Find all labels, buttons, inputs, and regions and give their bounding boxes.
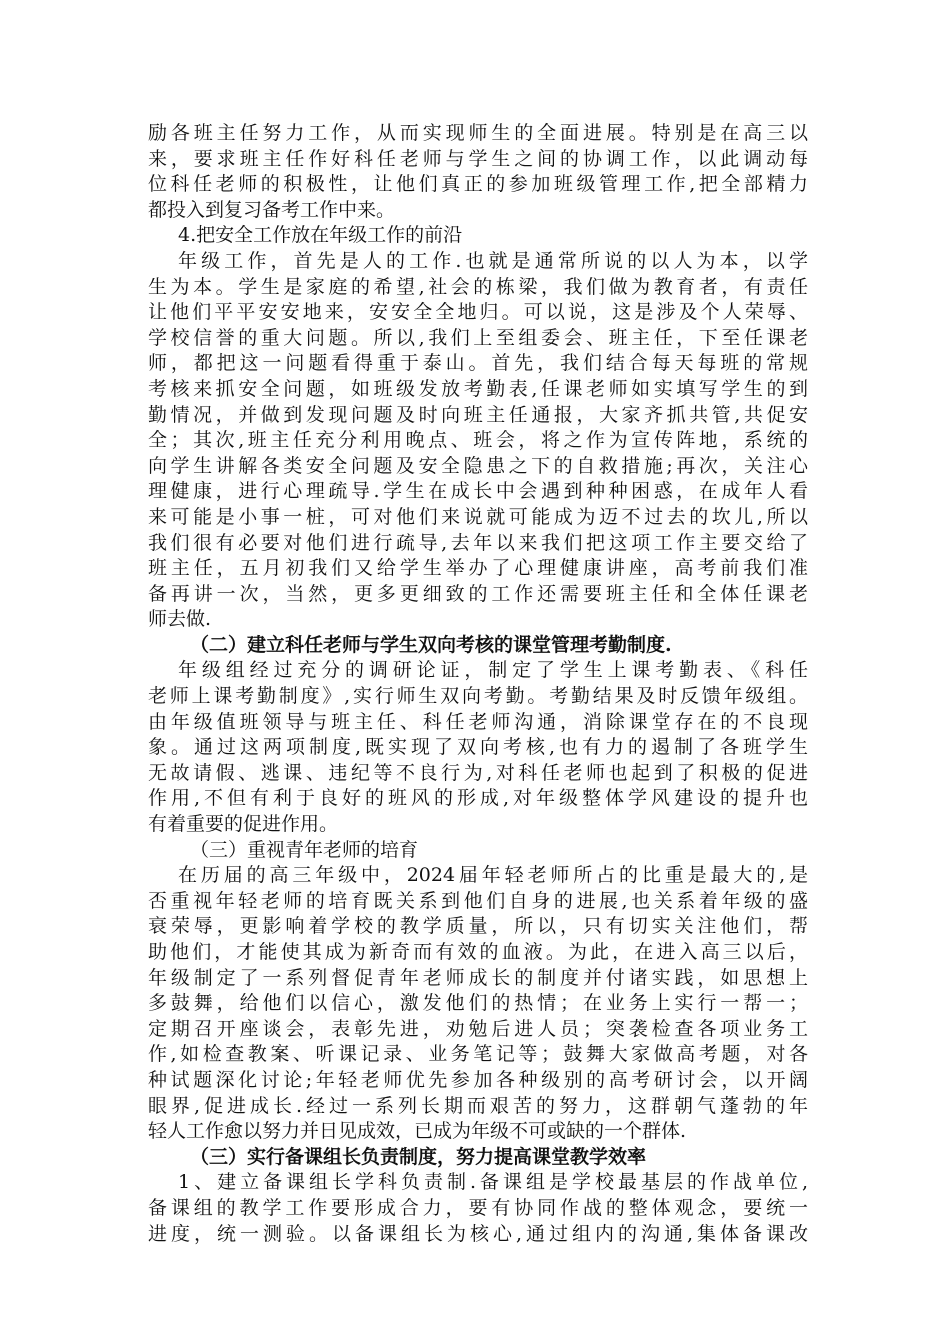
paragraph-line: 作,如检查教案、听课记录、业务笔记等；鼓舞大家做高考题，对各 — [148, 1043, 808, 1066]
paragraph-line: 进度，统一测验。以备课组长为核心,通过组内的沟通,集体备课改 — [148, 1222, 808, 1245]
paragraph-line: 备课组的教学工作要形成合力，要有协同作战的整体观念，要统一 — [148, 1196, 808, 1219]
paragraph-line: 轻人工作愈以努力并日见成效，已成为年级不可或缺的一个群体. — [148, 1120, 687, 1143]
paragraph-line: 班主任，五月初我们又给学生举办了心理健康讲座，高考前我们准 — [148, 557, 808, 580]
paragraph-line: 备再讲一次，当然，更多更细致的工作还需要班主任和全体任课老 — [148, 582, 808, 605]
paragraph-line: 勤情况，并做到发现问题及时向班主任通报，大家齐抓共管,共促安 — [148, 403, 808, 426]
paragraph-line: 作用,不但有利于良好的班风的形成,对年级整体学风建设的提升也 — [148, 787, 808, 810]
paragraph-line: 向学生讲解各类安全问题及安全隐患之下的自救措施;再次，关注心 — [148, 454, 808, 477]
paragraph-line: 眼界,促进成长.经过一系列长期而艰苦的努力，这群朝气蓬勃的年 — [148, 1094, 808, 1117]
paragraph-line: 年级组经过充分的调研论证，制定了学生上课考勤表、《科任 — [178, 659, 808, 682]
paragraph-line: 全；其次,班主任充分利用晚点、班会，将之作为宣传阵地，系统的 — [148, 429, 808, 452]
paragraph-line: 多鼓舞，给他们以信心，激发他们的热情；在业务上实行一帮一； — [148, 992, 808, 1015]
paragraph-line: 考核来抓安全问题，如班级发放考勤表,任课老师如实填写学生的到 — [148, 377, 808, 400]
paragraph-line: 年级工作，首先是人的工作.也就是通常所说的以人为本，以学 — [178, 249, 808, 272]
paragraph-line: 学校信誉的重大问题。所以,我们上至组委会、班主任，下至任课老 — [148, 326, 808, 349]
paragraph-line: 生为本。学生是家庭的希望,社会的栋梁，我们做为教育者，有责任 — [148, 275, 808, 298]
paragraph-line: 种试题深化讨论;年轻老师优先参加各种级别的高考研讨会，以开阔 — [148, 1068, 808, 1091]
paragraph-line: 4.把安全工作放在年级工作的前沿 — [178, 224, 463, 247]
paragraph-line: 位科任老师的积极性，让他们真正的参加班级管理工作,把全部精力 — [148, 173, 808, 196]
paragraph-line: 象。通过这两项制度,既实现了双向考核,也有力的遏制了各班学生 — [148, 736, 808, 759]
paragraph-line: 来可能是小事一桩，可对他们来说就可能成为迈不过去的坎儿,所以 — [148, 505, 808, 528]
paragraph-line: 定期召开座谈会，表彰先进，劝勉后进人员；突袭检查各项业务工 — [148, 1017, 808, 1040]
paragraph-line: 由年级值班领导与班主任、科任老师沟通，消除课堂存在的不良现 — [148, 710, 808, 733]
paragraph-line: 助他们，才能使其成为新奇而有效的血液。为此，在进入高三以后， — [148, 941, 808, 963]
paragraph-line: 师去做. — [148, 608, 212, 631]
paragraph-line: 师，都把这一问题看得重于泰山。首先，我们结合每天每班的常规 — [148, 352, 808, 375]
paragraph-line: 来，要求班主任作好科任老师与学生之间的协调工作，以此调动每 — [148, 147, 808, 170]
paragraph-line: 无故请假、逃课、违纪等不良行为,对科任老师也起到了积极的促进 — [148, 761, 808, 784]
paragraph-line: （三）重视青年老师的培育 — [190, 838, 419, 861]
paragraph-line: 励各班主任努力工作，从而实现师生的全面进展。特别是在高三以 — [148, 122, 808, 144]
paragraph-line: 否重视年轻老师的培育既关系到他们自身的进展,也关系着年级的盛 — [148, 889, 808, 912]
paragraph-line: 年级制定了一系列督促青年老师成长的制度并付诸实践，如思想上 — [148, 966, 808, 989]
document-body — [148, 121, 808, 1247]
paragraph-line: 让他们平平安安地来，安安全全地归。可以说，这是涉及个人荣辱、 — [148, 301, 808, 324]
paragraph-line: 衰荣辱，更影响着学校的教学质量，所以，只有切实关注他们，帮 — [148, 915, 808, 938]
paragraph-line: 有着重要的促进作用。 — [148, 813, 339, 836]
paragraph-line: 我们很有必要对他们进行疏导,去年以来我们把这项工作主要交给了 — [148, 531, 808, 554]
section-heading-line: （三）实行备课组长负责制度，努力提高课堂教学效率 — [190, 1145, 647, 1168]
paragraph-line: 理健康，进行心理疏导.学生在成长中会遇到种种困惑，在成年人看 — [148, 480, 808, 503]
paragraph-line: 老师上课考勤制度》,实行师生双向考勤。考勤结果及时反馈年级组。 — [148, 685, 808, 708]
paragraph-line: 1、建立备课组长学科负责制.备课组是学校最基层的作战单位, — [178, 1171, 808, 1194]
section-heading-line: （二）建立科任老师与学生双向考核的课堂管理考勤制度. — [190, 633, 672, 656]
paragraph-line: 在历届的高三年级中，2024届年轻老师所占的比重是最大的,是 — [178, 864, 808, 887]
paragraph-line: 都投入到复习备考工作中来。 — [148, 198, 396, 221]
